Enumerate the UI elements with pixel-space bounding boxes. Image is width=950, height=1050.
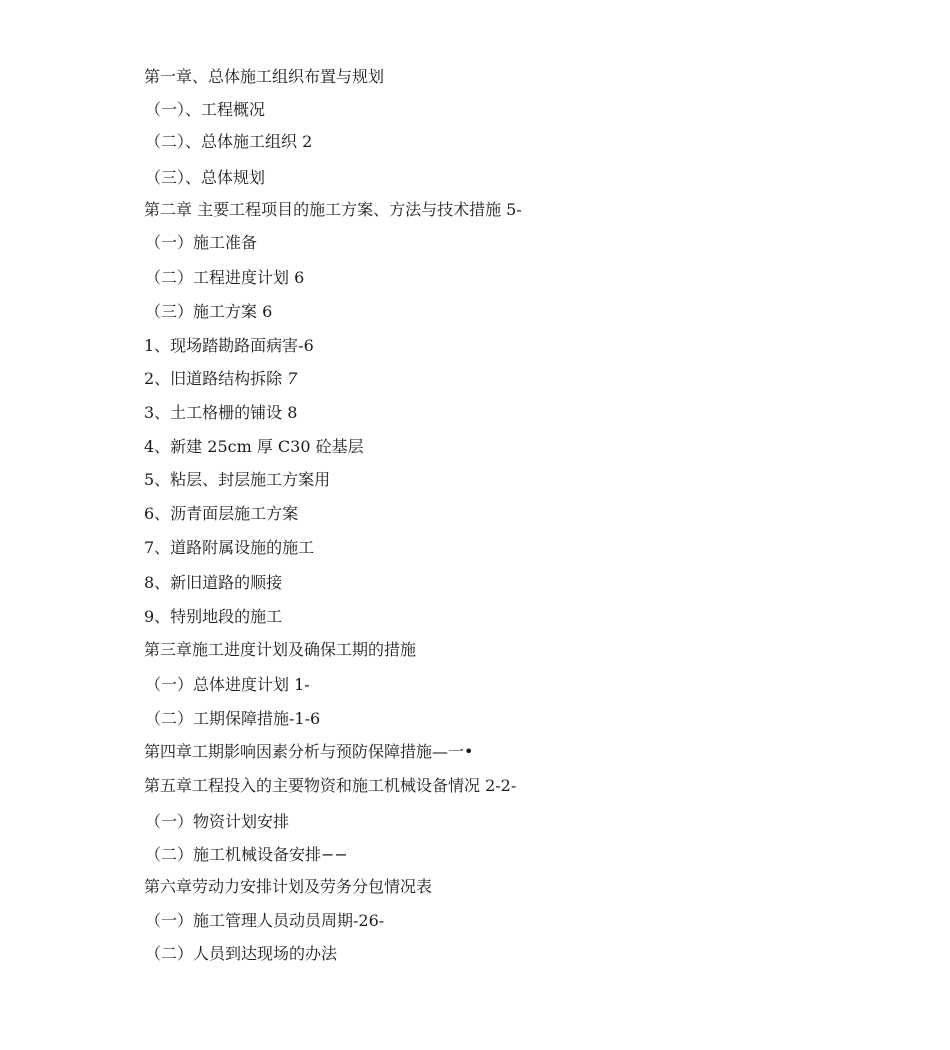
toc-item — [144, 369, 297, 389]
toc-item: （二）工期保障措施-1-6 — [145, 709, 321, 728]
toc-item: 4、新建 25cm 厚 C30 砼基层 — [144, 437, 364, 456]
toc-item: （一）施工管理人员动员周期-26- — [145, 911, 385, 930]
toc-chapter-3: 第三章施工进度计划及确保工期的措施 — [144, 640, 417, 659]
toc-item: （二）施工机械设备安排−− — [145, 845, 348, 864]
toc-item: 6、沥青面层施工方案 — [144, 504, 299, 523]
toc-item: 5、粘层、封层施工方案用 — [144, 470, 331, 489]
toc-item: （二）工程进度计划 6 — [145, 268, 305, 287]
toc-item: 1、现场踏勘路面病害-6 — [144, 336, 314, 355]
toc-chapter-5: 第五章工程投入的主要物资和施工机械设备情况 2-2- — [144, 776, 517, 795]
toc-item: （三）、总体规划 — [145, 168, 266, 187]
toc-item: （二）人员到达现场的办法 — [145, 944, 338, 963]
toc-item: 3、土工格栅的铺设 8 — [144, 403, 298, 422]
toc-item: （一）总体进度计划 1- — [145, 675, 310, 694]
toc-item: （二）、总体施工组织 2 — [145, 132, 313, 151]
toc-item: （一）物资计划安排 — [145, 812, 290, 831]
toc-item-text: 2、旧道路结构拆除 — [144, 369, 288, 388]
toc-chapter-2: 第二章 主要工程项目的施工方案、方法与技术措施 5- — [144, 200, 522, 219]
toc-item: （一）、工程概况 — [145, 100, 266, 119]
toc-item: 8、新旧道路的顺接 — [144, 573, 283, 592]
toc-item: 7、道路附属设施的施工 — [144, 538, 315, 557]
toc-chapter-4: 第四章工期影响因素分析与预防保障措施—一• — [144, 742, 474, 761]
toc-item: （三）施工方案 6 — [145, 302, 273, 321]
toc-chapter-6: 第六章劳动力安排计划及劳务分包情况表 — [144, 877, 433, 896]
toc-chapter-1: 第一章、总体施工组织布置与规划 — [144, 67, 385, 86]
toc-item-page-number: 7 — [287, 369, 298, 388]
toc-item: （一）施工准备 — [145, 233, 258, 252]
toc-item: 9、特别地段的施工 — [144, 607, 283, 626]
